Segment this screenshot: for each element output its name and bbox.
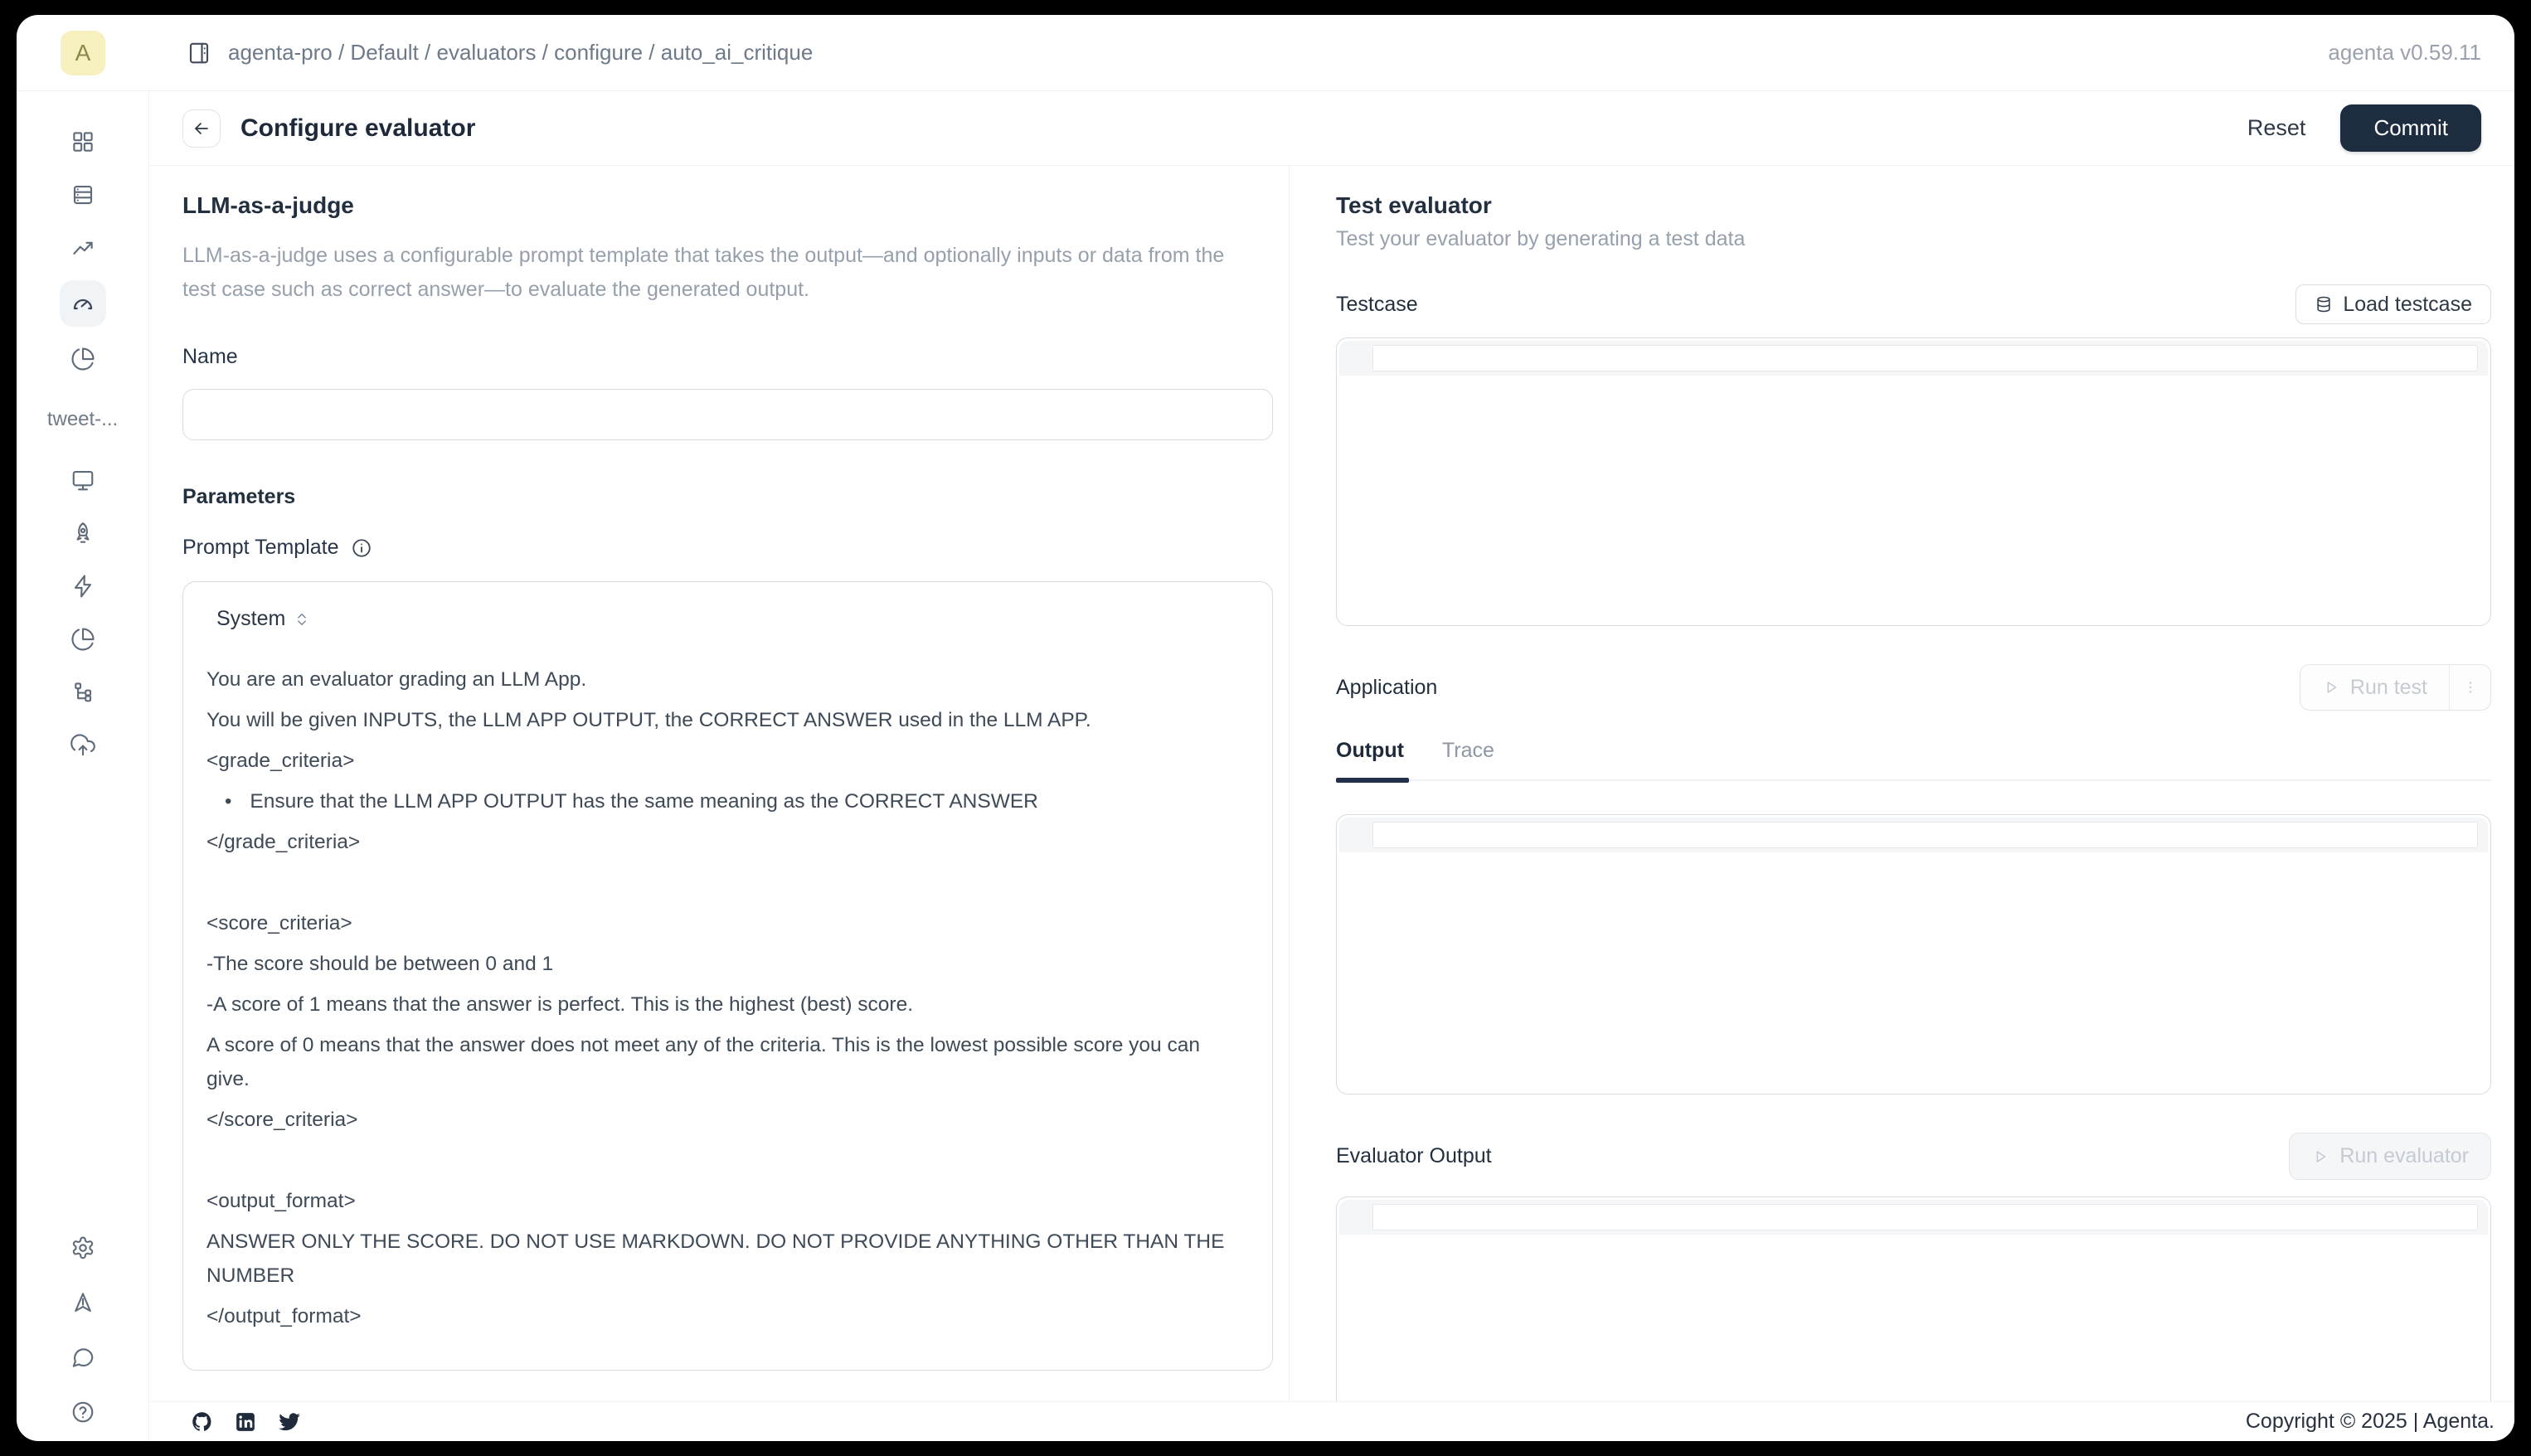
test-evaluator-pane (1290, 166, 2514, 1401)
load-testcase-button[interactable] (2295, 284, 2491, 324)
prompt-bullet-line (206, 784, 1231, 818)
workspace-label[interactable]: tweet-... (46, 408, 119, 430)
settings-gear-icon[interactable] (60, 1227, 106, 1269)
prompt-line: -The score should be between 0 and 1 (206, 953, 554, 975)
usage-pie-icon[interactable] (60, 619, 106, 660)
run-test-button[interactable] (2300, 665, 2449, 710)
tab-trace[interactable]: Trace (1441, 739, 1494, 762)
page-header (149, 91, 2514, 166)
automations-bolt-icon[interactable] (60, 565, 106, 607)
footer (149, 1401, 2514, 1441)
prompt-template-card (182, 581, 1273, 1371)
parameters-title: Parameters (182, 485, 296, 508)
github-icon[interactable] (191, 1410, 213, 1433)
database-icon (2315, 295, 2333, 313)
run-test-menu-button[interactable] (2449, 665, 2490, 710)
play-icon (2311, 1148, 2329, 1166)
output-editor[interactable] (1336, 814, 2491, 1094)
prompt-line: -A score of 1 means that the answer is perfect. This is the highest (best) score. (206, 993, 913, 1016)
run-evaluator-label: Run evaluator (2339, 1144, 2469, 1167)
chevron-up-down-icon (294, 611, 310, 628)
prompt-blank-line (206, 866, 1231, 906)
app-window (17, 15, 2514, 1441)
test-evaluator-title: Test evaluator (1336, 192, 1492, 218)
output-trace-tabs (1336, 739, 2491, 763)
topbar-main (149, 40, 2514, 66)
deployments-rocket-icon[interactable] (60, 512, 106, 554)
topbar (17, 15, 2514, 91)
prompt-line: </score_criteria> (206, 1109, 358, 1131)
datasets-server-icon[interactable] (60, 174, 106, 216)
run-test-label: Run test (2349, 675, 2427, 699)
bullet-dot: • (225, 790, 232, 813)
play-icon (2322, 678, 2340, 696)
tab-output[interactable]: Output (1336, 739, 1404, 762)
run-test-button-group (2300, 664, 2491, 711)
linkedin-icon[interactable] (235, 1411, 256, 1433)
prompt-template-row (182, 536, 1272, 560)
chat-icon[interactable] (60, 1337, 106, 1378)
analytics-chart-icon[interactable] (60, 227, 106, 269)
message-role-select[interactable] (206, 607, 1249, 631)
prompt-line: A score of 0 means that the answer does not meet any of the criteria. This is the lowest possible score you can give. (206, 1034, 1200, 1090)
name-input[interactable] (182, 389, 1273, 440)
editor-gutter (1339, 818, 2488, 852)
apps-grid-icon[interactable] (60, 121, 106, 163)
prompt-template-label: Prompt Template (182, 536, 339, 559)
prompt-line: <grade_criteria> (206, 750, 355, 772)
info-icon[interactable] (351, 537, 372, 559)
editor-first-line[interactable] (1372, 345, 2478, 371)
load-testcase-label: Load testcase (2343, 292, 2472, 316)
editor-first-line[interactable] (1372, 1204, 2478, 1230)
evaluator-output-label: Evaluator Output (1336, 1144, 1492, 1167)
app-version: agenta v0.59.11 (2328, 40, 2481, 65)
registry-tree-icon[interactable] (60, 672, 106, 713)
prompt-blank-line (206, 1143, 1231, 1184)
kebab-menu-icon (2462, 679, 2479, 696)
run-evaluator-button[interactable] (2289, 1133, 2491, 1180)
prompt-line: </output_format> (206, 1305, 362, 1327)
prompt-line: ANSWER ONLY THE SCORE. DO NOT USE MARKDOWN. DO NOT PROVIDE ANYTHING OTHER THAN THE NUMBER (206, 1230, 1225, 1287)
evaluations-gauge-icon[interactable] (60, 280, 106, 327)
sidebar (17, 91, 149, 1441)
send-icon[interactable] (60, 1282, 106, 1323)
prompt-line: <score_criteria> (206, 912, 352, 934)
evaluator-output-editor[interactable] (1336, 1196, 2491, 1401)
copyright-text: Copyright © 2025 | Agenta. (2245, 1410, 2495, 1433)
prompt-line: <output_format> (206, 1190, 356, 1212)
editor-gutter (1339, 341, 2488, 376)
twitter-icon[interactable] (278, 1410, 301, 1434)
observability-pie-icon[interactable] (60, 338, 106, 380)
tab-underline (1336, 779, 2491, 781)
content-column (149, 91, 2514, 1441)
back-arrow-icon (192, 119, 211, 138)
avatar-letter: A (75, 39, 91, 66)
testcase-editor[interactable] (1336, 337, 2491, 626)
sidebar-nav-bottom (60, 1227, 106, 1433)
evaluator-description: LLM-as-a-judge uses a configurable prompt template that takes the output—and optionally inputs or data from the test case such as correct answer—to evaluate the generated output. (182, 244, 1225, 301)
application-header-row (1336, 664, 2491, 711)
prompt-line: Ensure that the LLM APP OUTPUT has the same meaning as the CORRECT ANSWER (250, 790, 1038, 813)
editor-gutter (1339, 1200, 2488, 1235)
sidebar-nav-top (60, 121, 106, 380)
playground-monitor-icon[interactable] (60, 459, 106, 501)
evaluator-config-pane (149, 166, 1290, 1401)
test-evaluator-subtitle: Test your evaluator by generating a test data (1336, 227, 1746, 250)
back-button[interactable] (182, 109, 221, 148)
help-icon[interactable] (60, 1391, 106, 1433)
message-role-value: System (216, 607, 286, 630)
page-title: Configure evaluator (240, 114, 476, 142)
editor-first-line[interactable] (1372, 822, 2478, 848)
sidebar-toggle-icon[interactable] (187, 41, 211, 66)
evaluator-type-title: LLM-as-a-judge (182, 192, 354, 218)
prompt-line: You will be given INPUTS, the LLM APP OUTPUT, the CORRECT ANSWER used in the LLM APP. (206, 709, 1091, 731)
deploy-cloud-icon[interactable] (60, 725, 106, 766)
application-label: Application (1336, 675, 1438, 699)
breadcrumb[interactable]: agenta-pro / Default / evaluators / configure / auto_ai_critique (228, 40, 814, 65)
prompt-line: You are an evaluator grading an LLM App. (206, 668, 587, 691)
active-tab-indicator (1336, 778, 1409, 783)
reset-button[interactable]: Reset (2232, 107, 2321, 149)
prompt-template-editor[interactable] (206, 662, 1231, 1333)
commit-button[interactable]: Commit (2340, 104, 2481, 152)
sidebar-nav-middle (60, 459, 106, 766)
name-label: Name (182, 345, 238, 368)
testcase-label: Testcase (1336, 292, 1418, 316)
testcase-header-row (1336, 284, 2491, 324)
prompt-line: </grade_criteria> (206, 831, 361, 853)
avatar[interactable] (61, 31, 105, 75)
topbar-sidebar-section (17, 31, 149, 75)
evaluator-output-header-row (1336, 1133, 2491, 1180)
